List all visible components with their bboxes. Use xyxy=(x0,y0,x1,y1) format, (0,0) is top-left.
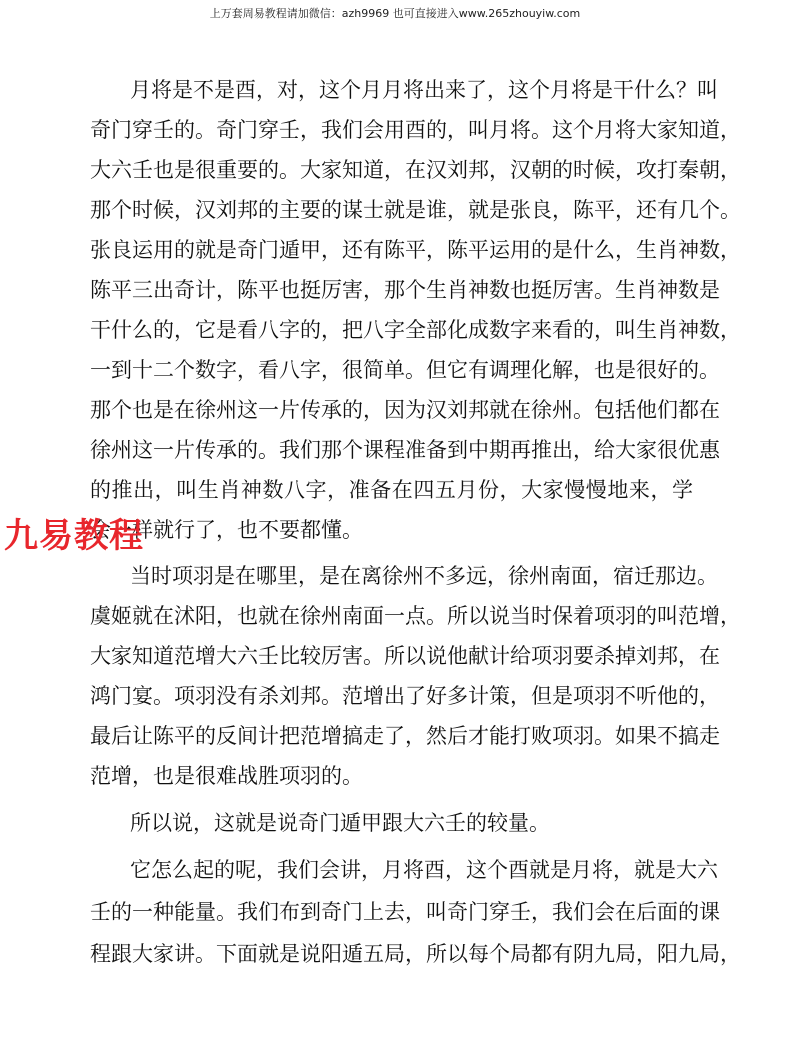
paragraph-line: 最后让陈平的反间计把范增搞走了，然后才能打败项羽。如果不搞走 xyxy=(90,724,720,748)
paragraph-line: 一到十二个数字，看八字，很简单。但它有调理化解，也是很好的。 xyxy=(90,358,720,382)
paragraph-line: 陈平三出奇计，陈平也挺厉害，那个生肖神数也挺厉害。生肖神数是 xyxy=(90,278,720,302)
paragraph-line: 那个也是在徐州这一片传承的，因为汉刘邦就在徐州。包括他们都在 xyxy=(90,398,720,422)
paragraph-line: 会一样就行了，也不要都懂。 xyxy=(90,518,363,542)
paragraph-line: 大家知道范增大六壬比较厉害。所以说他献计给项羽要杀掉刘邦，在 xyxy=(90,644,720,668)
paragraph-line: 鸿门宴。项羽没有杀刘邦。范增出了好多计策，但是项羽不听他的， xyxy=(90,684,720,708)
paragraph-line: 张良运用的就是奇门遁甲，还有陈平，陈平运用的是什么，生肖神数， xyxy=(90,238,741,262)
watermark-logo-text: 九易教程 xyxy=(4,516,144,556)
paragraph-line: 那个时候，汉刘邦的主要的谋士就是谁，就是张良，陈平，还有几个。 xyxy=(90,198,741,222)
paragraph-line: 干什么的，它是看八字的，把八字全部化成数字来看的，叫生肖神数， xyxy=(90,318,741,342)
paragraph-line: 所以说，这就是说奇门遁甲跟大六壬的较量。 xyxy=(130,811,550,835)
paragraph-line: 当时项羽是在哪里，是在离徐州不多远，徐州南面，宿迁那边。 xyxy=(130,564,718,588)
paragraph-line: 范增，也是很难战胜项羽的。 xyxy=(90,764,363,788)
paragraph-line: 程跟大家讲。下面就是说阳遁五局，所以每个局都有阴九局，阳九局， xyxy=(90,942,741,966)
paragraph-line: 壬的一种能量。我们布到奇门上去，叫奇门穿壬，我们会在后面的课 xyxy=(90,900,720,924)
paragraph-line: 的推出，叫生肖神数八字，准备在四五月份，大家慢慢地来，学 xyxy=(90,478,693,502)
paragraph-line: 月将是不是酉，对，这个月月将出来了，这个月将是干什么？叫 xyxy=(130,78,718,102)
page-header-text: 上万套周易教程请加微信：azh9969 也可直接进入www.265zhouyiw.com xyxy=(209,7,581,20)
paragraph-line: 大六壬也是很重要的。大家知道，在汉刘邦，汉朝的时候，攻打秦朝， xyxy=(90,158,741,182)
paragraph-line: 徐州这一片传承的。我们那个课程准备到中期再推出，给大家很优惠 xyxy=(90,438,720,462)
paragraph-line: 它怎么起的呢，我们会讲，月将酉，这个酉就是月将，就是大六 xyxy=(130,858,718,882)
paragraph-line: 虞姬就在沭阳，也就在徐州南面一点。所以说当时保着项羽的叫范增， xyxy=(90,604,741,628)
paragraph-line: 奇门穿壬的。奇门穿壬，我们会用酉的，叫月将。这个月将大家知道， xyxy=(90,118,741,142)
